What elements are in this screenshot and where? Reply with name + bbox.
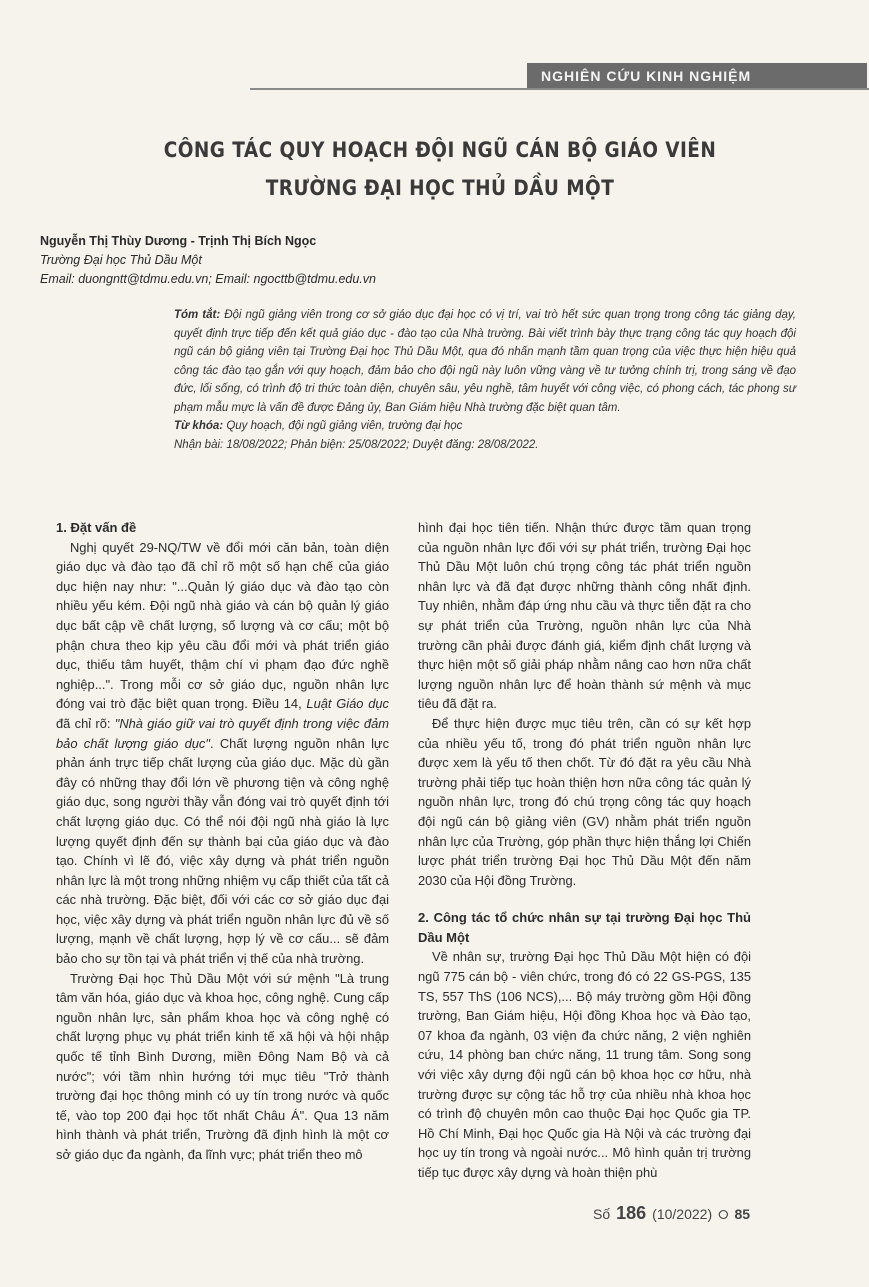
paragraph: Để thực hiện được mục tiêu trên, cần có sự kết hợp của nhiều yếu tố, trong đó phát triển nguồn nhân lực được xem là yếu tố then chốt. Từ đó đặt ra yêu cầu Nhà trường phải tiếp tục hoàn thiện hơn nữa công tác quản lý nguồn nhân lực, trong đó chú trọng công tác quy hoạch đội ngũ cán bộ giảng viên (GV) nhằm phát triển nguồn nhân lực của Trường, góp phần thực hiện thắng lợi Chiến lược phát triển trường Đại học Thủ Dầu Một đến năm 2030 của Hội đồng Trường. xyxy=(418,715,751,888)
keywords xyxy=(174,417,796,436)
paragraph: Về nhân sự, trường Đại học Thủ Dầu Một hiện có đội ngũ 775 cán bộ - viên chức, trong đó có 22 GS-PGS, 135 TS, 557 ThS (106 NCS),... Bộ máy trường gồm Hội đồng trường, Ban Giám hiệu, Hội đồng Khoa học và Đào tạo, 07 khoa đa ngành, 03 viện đa chức năng, 2 viện nghiên cứu, 14 phòng ban chức năng, 11 trung tâm. Song song với việc xây dựng đội ngũ cán bộ khoa học cơ hữu, nhà trường được sự cộng tác hỗ trợ của nhiều nhà khoa học có trình độ chuyên môn cao thuộc Đại học Quốc gia TP. Hồ Chí Minh, Đại học Quốc gia Hà Nội và các trường đại học uy tín trong và ngoài nước... Mô hình quản trị trường tiếp tục được xây dựng và hoàn thiện phù xyxy=(418,949,751,1180)
abstract xyxy=(174,306,796,454)
section-gap xyxy=(418,890,751,908)
keywords-label: Từ khóa: xyxy=(174,420,224,432)
paragraph: Trường Đại học Thủ Dầu Một với sứ mệnh "Là trung tâm văn hóa, giáo dục và khoa học, công nghệ. Cung cấp nguồn nhân lực, sản phẩm khoa học và công nghệ có chất lượng phục vụ phát triển kinh tế xã hội và hội nhập quốc tế tỉnh Bình Dương, miền Đông Nam Bộ và cả nước"; với tầm nhìn hướng tới mục tiêu "Trở thành trường đại học thông minh có uy tín trong nước và quốc tế, vào top 200 đại học tốt nhất Châu Á". Qua 13 năm hình thành và phát triển, Trường đã định hình là một cơ sở giáo dục đa ngành, đa lĩnh vực; phát triển theo mô xyxy=(56,970,389,1162)
law-reference: Luật Giáo dục xyxy=(306,696,389,712)
title-line-1: CÔNG TÁC QUY HOẠCH ĐỘI NGŨ CÁN BỘ GIÁO VIÊN xyxy=(163,138,717,162)
author-names: Nguyễn Thị Thùy Dương - Trịnh Thị Bích Ngọc xyxy=(40,234,317,248)
issue-number: 186 xyxy=(616,1203,647,1223)
right-column xyxy=(418,518,751,1183)
law-quote: "Nhà giáo giữ vai trò quyết định trong việc đảm bảo chất lượng giáo dục" xyxy=(56,715,389,751)
heading-introduction: 1. Đặt vấn đề xyxy=(56,520,137,535)
paragraph-text: đã chỉ rõ: xyxy=(56,715,111,731)
section-header xyxy=(527,63,867,89)
author-block xyxy=(40,232,376,289)
paragraph-text: Nghị quyết 29-NQ/TW về đổi mới căn bản, toàn diện giáo dục và đào tạo đã chỉ rõ một số hạn chế của giáo dục hiện nay như: "...Quản lý giáo dục và đào tạo còn nhiều yếu kém. Đội ngũ nhà giáo và cán bộ quản lý giáo dục bất cập về chất lượng, số lượng và cơ cấu; một bộ phận chưa theo kịp yêu cầu đổi mới và phát triển giáo dục, thiếu tâm huyết, thậm chí vi phạm đạo đức nghề nghiệp...". Trong mỗi cơ sở giáo dục, nguồn nhân lực đóng vai trò đặc biệt quan trọng. Điều 14, xyxy=(56,539,389,712)
author-affiliation: Trường Đại học Thủ Dầu Một xyxy=(40,253,202,267)
paragraph xyxy=(56,538,389,969)
paragraph: hình đại học tiên tiến. Nhận thức được tầm quan trọng của nguồn nhân lực đối với sự phát triển, trường Đại học Thủ Dầu Một luôn chú trọng công tác phát triển nguồn nhân lực và đã đạt được những thành công nhất định. Tuy nhiên, nhằm đáp ứng nhu cầu và thực tiễn đặt ra cho sự phát triển của Trường, nguồn nhân lực của Nhà trường cần phải được đánh giá, kiểm định chất lượng và thực hiện một số giải pháp nhằm nâng cao hơn nữa chất lượng nguồn nhân lực để hoàn thành sứ mệnh và mục tiêu đã đặt ra. xyxy=(418,520,751,712)
section-header-text: NGHIÊN CỨU KINH NGHIỆM xyxy=(541,68,752,84)
article-title xyxy=(106,131,775,207)
abstract-text: Đội ngũ giảng viên trong cơ sở giáo dục đại học có vị trí, vai trò hết sức quan trọng trong công tác giảng dạy, quyết định trực tiếp đến kết quả giáo dục - đào tạo của Nhà trường. Bài viết trình bày thực trạng công tác quy hoạch đội ngũ cán bộ giảng viên tại Trường Đại học Thủ Dầu Một, qua đó nhấn mạnh tầm quan trọng của việc thực hiện hiệu quả công tác đào tạo gắn với quy hoạch, đảm bảo cho đội ngũ này luôn vững vàng về tư tưởng chính trị, trong sáng về đạo đức, lối sống, có trình độ tri thức toàn diện, chuyên sâu, yêu nghề, tâm huyết với công việc, có phong cách, tác phong sư phạm mẫu mực là vấn đề được Đảng ủy, Ban Giám hiệu Nhà trường đặc biệt quan tâm. xyxy=(174,309,796,414)
page-footer xyxy=(593,1203,750,1224)
issue-date: (10/2022) xyxy=(652,1206,713,1222)
abstract-label: Tóm tắt: xyxy=(174,309,221,321)
abstract-body xyxy=(174,306,796,417)
issue-label: Số xyxy=(593,1206,611,1222)
title-line-2: TRƯỜNG ĐẠI HỌC THỦ DẦU MỘT xyxy=(265,176,615,200)
keywords-text: Quy hoạch, đội ngũ giảng viên, trường đại học xyxy=(226,420,463,432)
page-number: 85 xyxy=(734,1206,751,1222)
left-column xyxy=(56,518,389,1165)
article-dates: Nhận bài: 18/08/2022; Phản biện: 25/08/2022; Duyệt đăng: 28/08/2022. xyxy=(174,438,539,451)
circle-icon: ⭘ xyxy=(718,1207,729,1222)
paragraph-text: . Chất lượng nguồn nhân lực phản ánh trực tiếp chất lượng của giáo dục. Mặc dù gần đây có những thay đổi lớn về phương tiện và công nghệ giáo dục, song người thầy vẫn đóng vai trò quyết định tới chất lượng giáo dục. Có thể nói đội ngũ nhà giáo là lực lượng quyết định đến sự thành bại của giáo dục và đào tạo. Chính vì lẽ đó, việc xây dựng và phát triển nguồn nhân lực là một trong những nhiệm vụ cấp thiết của tất cả các nhà trường. Đặc biệt, đối với các cơ sở giáo dục đại học, việc xây dựng và phát triển nguồn nhân lực đủ về số lượng, mạnh về chất lượng, hợp lý về cơ cấu... sẽ đảm bảo cho sự tồn tại và phát triển vị thế của nhà trường. xyxy=(56,735,390,967)
header-rule xyxy=(250,88,869,90)
heading-organization: 2. Công tác tổ chức nhân sự tại trường Đại học Thủ Dầu Một xyxy=(418,910,751,945)
author-email: Email: duongntt@tdmu.edu.vn; Email: ngocttb@tdmu.edu.vn xyxy=(40,272,376,286)
